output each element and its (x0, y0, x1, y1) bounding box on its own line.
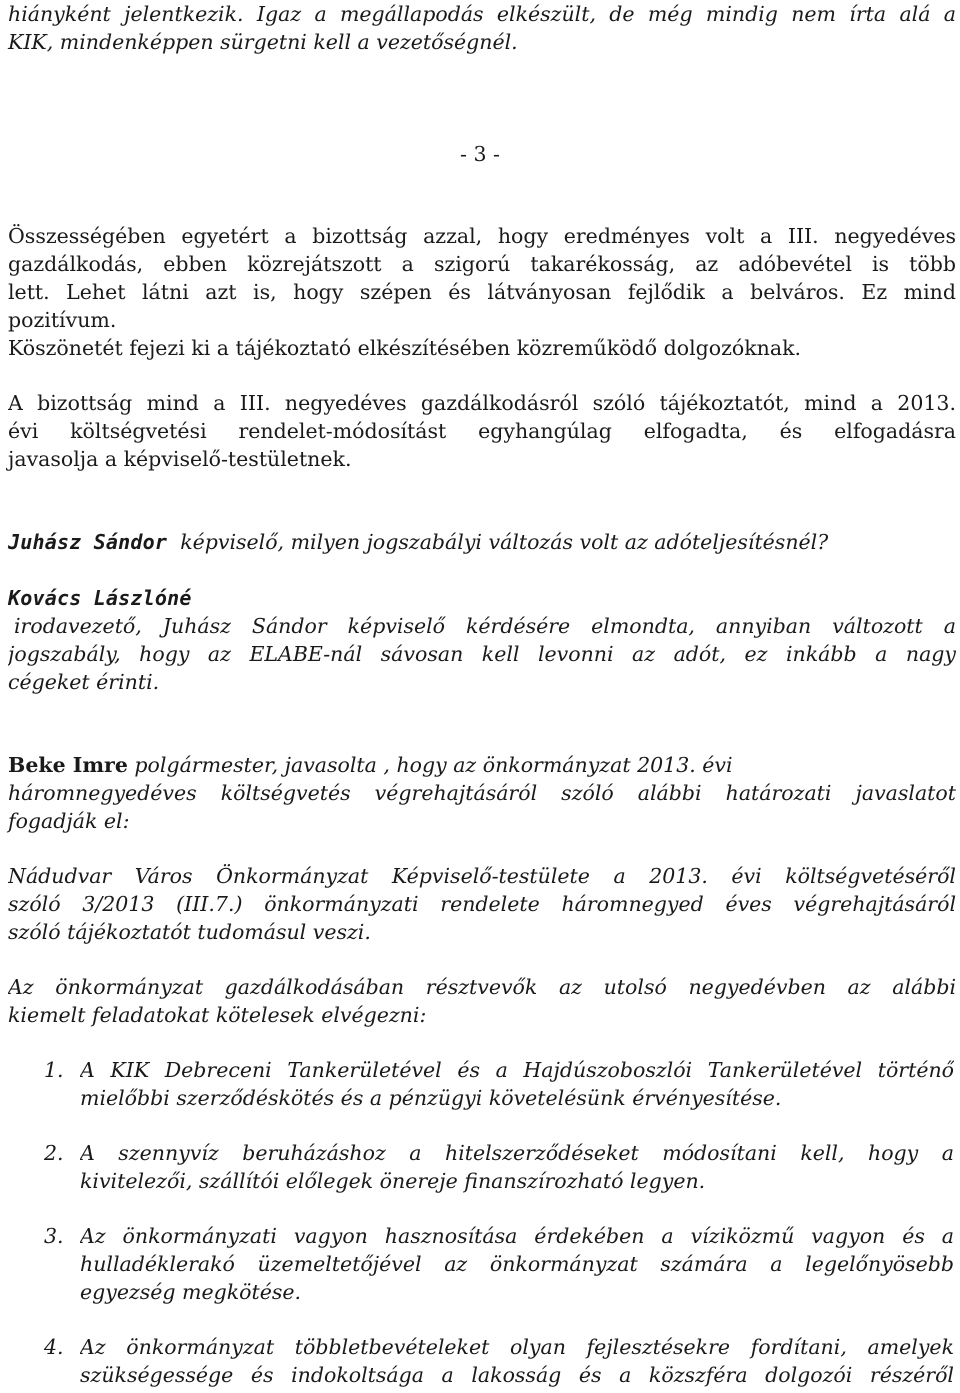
carryover-line-2: KIK, mindenképpen sürgetni kell a vezetőségnél. (8, 30, 518, 54)
proposal-line-3: fogadják el: (8, 809, 130, 833)
answer-line-1: irodavezető, Juhász Sándor képviselő kérdésére elmondta, annyiban változott a (14, 614, 956, 638)
summary-line-5: Köszönetét fejezi ki a tájékoztató elkészítésében közreműködő dolgozóknak. (8, 336, 802, 360)
resolution-line-3: szóló tájékoztatót tudomásul veszi. (8, 920, 371, 944)
page-number: - 3 - (460, 142, 500, 166)
decision-line-3: javasolja a képviselő-testületnek. (8, 447, 352, 471)
task-3-line-1: Az önkormányzati vagyon hasznosítása érdekében a víziközmű vagyon és a (80, 1224, 954, 1248)
proposal-line-1-text: polgármester, javasolta , hogy az önkormányzat 2013. évi (134, 753, 733, 777)
task-1-line-1: A KIK Debreceni Tankerületével és a Hajdúszoboszlói Tankerületével történő (80, 1058, 954, 1082)
task-3-line-2: hulladéklerakó üzemeltetőjével az önkormányzat számára a legelőnyösebb (80, 1252, 954, 1276)
speaker-beke: Beke Imre (8, 753, 128, 777)
proposal-line-2: háromnegyedéves költségvetés végrehajtásáról szóló alábbi határozati javaslatot (8, 781, 956, 805)
speaker-kovacs-name: Kovács Lászlóné (8, 586, 192, 610)
task-1-line-2: mielőbbi szerződéskötés és a pénzügyi követelésünk érvényesítése. (80, 1086, 782, 1110)
task-2-line-1: A szennyvíz beruházáshoz a hitelszerződéseket módosítani kell, hogy a (80, 1141, 954, 1165)
answer-line-2: jogszabály, hogy az ELABE-nál sávosan kell levonni az adót, ez inkább a nagy (8, 642, 956, 666)
summary-line-1: Összességében egyetért a bizottság azzal, hogy eredményes volt a III. negyedéves (8, 224, 956, 248)
decision-line-2: évi költségvetési rendelet-módosítást egyhangúlag elfogadta, és elfogadásra (8, 419, 956, 443)
answer-line-3: cégeket érinti. (8, 670, 160, 694)
resolution-line-1: Nádudvar Város Önkormányzat Képviselő-testülete a 2013. évi költségvetéséről (8, 864, 956, 888)
resolution-line-2: szóló 3/2013 (III.7.) önkormányzati rendelete háromnegyed éves végrehajtásáról (8, 892, 956, 916)
task-2-line-2: kivitelezői, szállítói előlegek önereje finanszírozható legyen. (80, 1169, 706, 1193)
decision-line-1: A bizottság mind a III. negyedéves gazdálkodásról szóló tájékoztatót, mind a 2013. (8, 391, 956, 415)
task-1-number: 1. (44, 1058, 64, 1082)
question-text: képviselő, milyen jogszabályi változás volt az adóteljesítésnél? (180, 530, 829, 554)
speaker-kovacs (8, 584, 192, 612)
tasks-intro-line-2: kiemelt feladatokat kötelesek elvégezni: (8, 1003, 427, 1027)
question-line (8, 528, 828, 556)
task-2-number: 2. (44, 1141, 64, 1165)
proposal-line-1 (8, 751, 733, 779)
summary-line-4: pozitívum. (8, 308, 117, 332)
summary-line-3: lett. Lehet látni azt is, hogy szépen és látványosan fejlődik a belváros. Ez mind (8, 280, 956, 304)
speaker-juhasz: Juhász Sándor (8, 530, 168, 554)
summary-line-2: gazdálkodás, ebben közrejátszott a szigorú takarékosság, az adóbevétel is több (8, 252, 956, 276)
task-4-number: 4. (44, 1335, 64, 1359)
carryover-line-1: hiányként jelentkezik. Igaz a megállapodás elkészült, de még mindig nem írta alá a (8, 2, 956, 26)
task-4-line-2: szükségessége és indokoltsága a lakosság és a közszféra dolgozói részéről (80, 1363, 954, 1387)
task-3-number: 3. (44, 1224, 64, 1248)
task-4-line-1: Az önkormányzat többletbevételeket olyan fejlesztésekre fordítani, amelyek (80, 1335, 954, 1359)
tasks-intro-line-1: Az önkormányzat gazdálkodásában résztvevők az utolsó negyedévben az alábbi (8, 975, 956, 999)
task-3-line-3: egyezség megkötése. (80, 1280, 302, 1304)
